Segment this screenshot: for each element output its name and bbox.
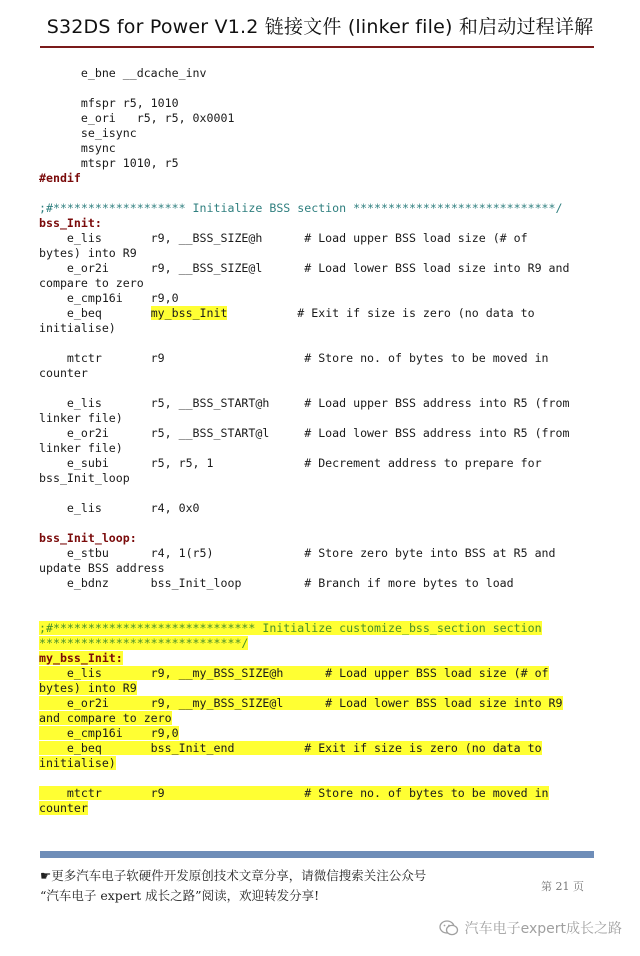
code-line xyxy=(39,681,595,696)
code-segment: e_lis r4, 0x0 xyxy=(39,501,200,515)
code-line xyxy=(39,606,595,621)
code-line xyxy=(39,126,595,141)
code-segment: my_bss_Init: xyxy=(39,651,123,665)
code-line xyxy=(39,471,595,486)
code-segment: counter xyxy=(39,801,88,815)
code-line xyxy=(39,696,595,711)
code-line xyxy=(39,276,595,291)
code-segment: e_cmp16i r9,0 xyxy=(39,726,179,740)
code-line xyxy=(39,801,595,816)
code-segment: ;#******************* Initialize BSS section *****************************/ xyxy=(39,201,563,215)
code-line xyxy=(39,186,595,201)
page-title: S32DS for Power V1.2 链接文件 (linker file) 和启动过程详解 xyxy=(46,16,594,38)
code-segment: mtctr r9 # Store no. of bytes to be moved in xyxy=(39,351,549,365)
code-segment: e_cmp16i r9,0 xyxy=(39,291,179,305)
code-segment: e_beq bss_Init_end # Exit if size is zero (no data to xyxy=(39,741,542,755)
code-segment: e_bdnz bss_Init_loop # Branch if more bytes to load xyxy=(39,576,514,590)
code-segment: e_bne __dcache_inv xyxy=(39,66,207,80)
code-segment: e_ori r5, r5, 0x0001 xyxy=(39,111,235,125)
code-segment: linker file) xyxy=(39,411,123,425)
code-segment: e_beq xyxy=(39,306,151,320)
code-line xyxy=(39,426,595,441)
code-segment: msync xyxy=(39,141,116,155)
code-line xyxy=(39,726,595,741)
header-divider xyxy=(40,46,594,48)
code-segment: *****************************/ xyxy=(39,636,249,650)
code-line xyxy=(39,651,595,666)
code-line xyxy=(39,411,595,426)
code-segment: linker file) xyxy=(39,441,123,455)
code-segment: #endif xyxy=(39,171,81,185)
code-segment: initialise) xyxy=(39,321,116,335)
page-number: 第 21 页 xyxy=(541,880,584,893)
code-segment: counter xyxy=(39,366,88,380)
code-line xyxy=(39,531,595,546)
code-segment: update BSS address xyxy=(39,561,165,575)
code-line xyxy=(39,141,595,156)
code-line xyxy=(39,291,595,306)
code-line xyxy=(39,81,595,96)
watermark-text: 汽车电子expert成长之路 xyxy=(464,921,622,937)
code-line xyxy=(39,261,595,276)
code-line xyxy=(39,96,595,111)
code-segment: bss_Init_loop xyxy=(39,471,130,485)
code-line xyxy=(39,486,595,501)
code-line xyxy=(39,591,595,606)
code-line xyxy=(39,396,595,411)
code-segment: bss_Init_loop: xyxy=(39,531,137,545)
code-segment: e_or2i r9, __my_BSS_SIZE@l # Load lower BSS load size into R9 xyxy=(39,696,563,710)
code-line xyxy=(39,111,595,126)
code-line xyxy=(39,156,595,171)
code-segment: and compare to zero xyxy=(39,711,172,725)
code-line xyxy=(39,366,595,381)
code-line xyxy=(39,771,595,786)
code-line xyxy=(39,756,595,771)
code-segment: e_or2i r9, __BSS_SIZE@l # Load lower BSS load size into R9 and xyxy=(39,261,570,275)
code-segment: mtctr r9 # Store no. of bytes to be moved in xyxy=(39,786,549,800)
code-line xyxy=(39,621,595,636)
code-segment: bytes) into R9 xyxy=(39,246,137,260)
code-line xyxy=(39,321,595,336)
code-line xyxy=(39,441,595,456)
code-segment: ;#***************************** Initialize customize_bss_section section xyxy=(39,621,542,635)
code-segment: e_stbu r4, 1(r5) # Store zero byte into BSS at R5 and xyxy=(39,546,556,560)
code-line xyxy=(39,201,595,216)
code-segment: e_or2i r5, __BSS_START@l # Load lower BSS address into R5 (from xyxy=(39,426,570,440)
code-line xyxy=(39,306,595,321)
code-line xyxy=(39,666,595,681)
code-line xyxy=(39,576,595,591)
code-segment: mtspr 1010, r5 xyxy=(39,156,179,170)
code-segment: compare to zero xyxy=(39,276,144,290)
code-segment: e_lis r9, __BSS_SIZE@h # Load upper BSS load size (# of xyxy=(39,231,528,245)
code-segment: my_bss_Init xyxy=(150,306,228,320)
wechat-icon xyxy=(439,919,459,937)
code-segment: e_lis r9, __my_BSS_SIZE@h # Load upper BSS load size (# of xyxy=(39,666,549,680)
code-line xyxy=(39,171,595,186)
code-segment: initialise) xyxy=(39,756,116,770)
code-line xyxy=(39,66,595,81)
code-line xyxy=(39,711,595,726)
code-line xyxy=(39,546,595,561)
watermark xyxy=(439,918,622,938)
code-segment: # Exit if size is zero (no data to xyxy=(227,306,535,320)
footer-promo-line-2: “汽车电子 expert 成长之路”阅读，欢迎转发分享! xyxy=(40,888,320,903)
code-line xyxy=(39,501,595,516)
code-line xyxy=(39,231,595,246)
code-segment: e_lis r5, __BSS_START@h # Load upper BSS address into R5 (from xyxy=(39,396,570,410)
code-segment: bss_Init: xyxy=(39,216,102,230)
code-line xyxy=(39,246,595,261)
code-line xyxy=(39,516,595,531)
code-line xyxy=(39,741,595,756)
footer-divider xyxy=(40,851,594,858)
code-line xyxy=(39,381,595,396)
code-line xyxy=(39,351,595,366)
code-segment: bytes) into R9 xyxy=(39,681,137,695)
code-line xyxy=(39,561,595,576)
code-line xyxy=(39,786,595,801)
code-listing xyxy=(39,66,595,816)
code-line xyxy=(39,636,595,651)
code-line xyxy=(39,456,595,471)
code-segment: se_isync xyxy=(39,126,137,140)
code-segment: mfspr r5, 1010 xyxy=(39,96,179,110)
code-line xyxy=(39,336,595,351)
code-segment: e_subi r5, r5, 1 # Decrement address to prepare for xyxy=(39,456,542,470)
code-line xyxy=(39,216,595,231)
footer-promo-line-1: ☛更多汽车电子软硬件开发原创技术文章分享，请微信搜索关注公众号 xyxy=(40,868,427,883)
